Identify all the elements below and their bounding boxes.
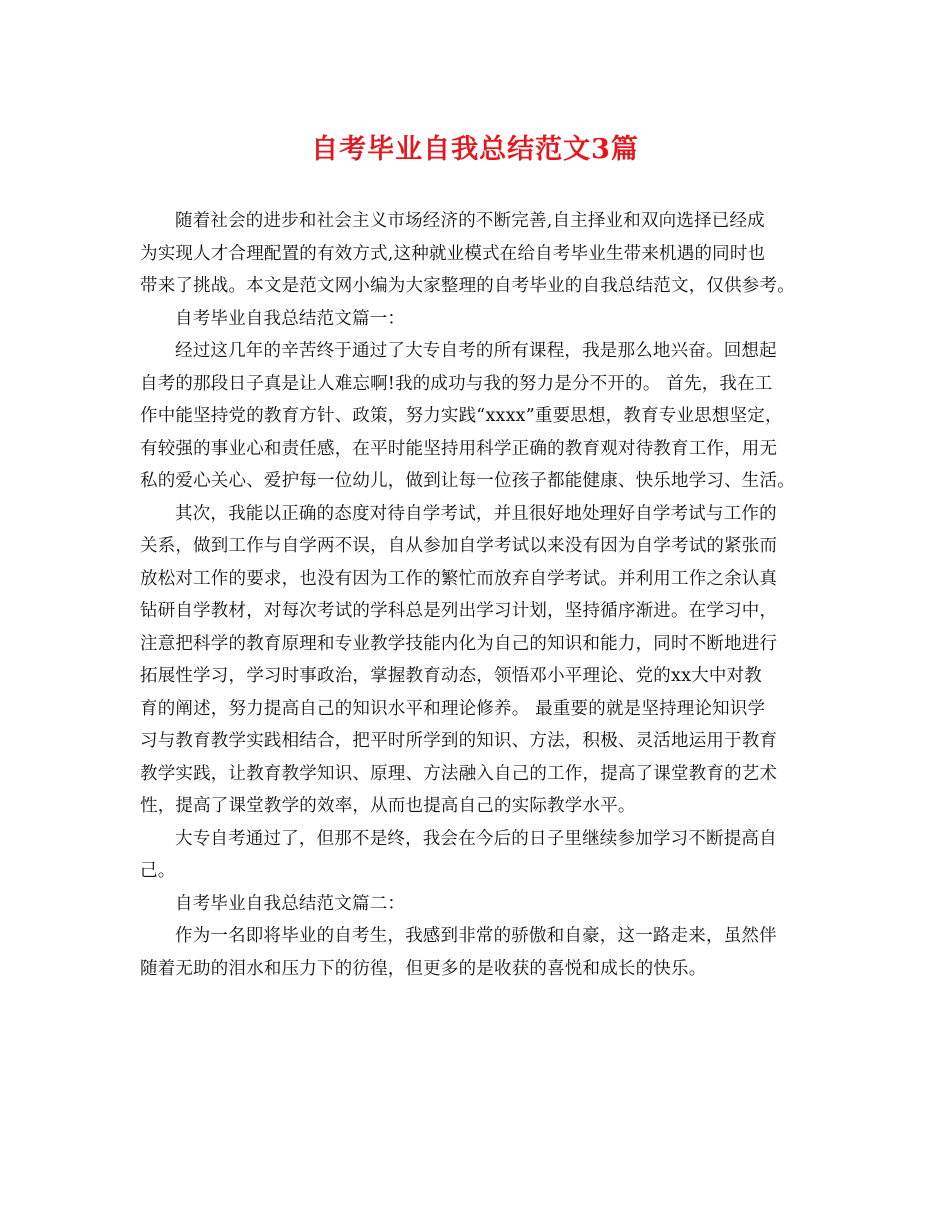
text-line: 自考的那段日子真是让人难忘啊!我的成功与我的努力是分不开的。 首先，我在工 [140, 373, 773, 394]
text-line: 自考毕业自我总结范文篇一： [175, 308, 406, 329]
text-line: 随着社会的进步和社会主义市场经济的不断完善,自主择业和双向选择已经成 [175, 211, 765, 231]
text-line: 注意把科学的教育原理和专业教学技能内化为自己的知识和能力，同时不断地进行 [140, 633, 778, 654]
text-line: 随着无助的泪水和压力下的彷徨，但更多的是收获的喜悦和成长的快乐。 [140, 958, 707, 979]
text-line: 带来了挑战。本文是范文网小编为大家整理的自考毕业的自我总结范文，仅供参考。 [140, 276, 795, 296]
document-title: 自考毕业自我总结范文3篇 [311, 134, 639, 165]
text-line: 其次，我能以正确的态度对待自学考试，并且很好地处理好自学考试与工作的 [175, 503, 777, 524]
text-line: 私的爱心关心、爱护每一位幼儿，做到让每一位孩子都能健康、快乐地学习、生活。 [140, 471, 795, 491]
text-line: 作中能坚持党的教育方针、政策，努力实践“xxxx”重要思想，教育专业思想坚定， [140, 406, 783, 426]
text-line: 放松对工作的要求，也没有因为工作的繁忙而放弃自学考试。并利用工作之余认真 [140, 568, 778, 589]
text-line: 习与教育教学实践相结合，把平时所学到的知识、方法，积极、灵活地运用于教育 [140, 731, 778, 751]
text-line: 关系，做到工作与自学两不误，自从参加自学考试以来没有因为自学考试的紧张而 [140, 536, 778, 556]
text-line: 己。 [140, 861, 176, 881]
text-line: 经过这几年的辛苦终于通过了大专自考的所有课程，我是那么地兴奋。回想起 [175, 341, 777, 361]
text-line: 为实现人才合理配置的有效方式,这种就业模式在给自考毕业生带来机遇的同时也 [140, 243, 766, 264]
text-line: 教学实践，让教育教学知识、原理、方法融入自己的工作，提高了课堂教育的艺术 [140, 763, 778, 784]
text-line: 钻研自学教材，对每次考试的学科总是列出学习计划，坚持循序渐进。在学习中， [140, 601, 778, 621]
text-line: 拓展性学习，学习时事政治，掌握教育动态，领悟邓小平理论、党的xx大中对教 [140, 666, 762, 686]
text-line: 大专自考通过了，但那不是终，我会在今后的日子里继续参加学习不断提高自 [175, 828, 777, 849]
text-line: 作为一名即将毕业的自考生，我感到非常的骄傲和自豪，这一路走来，虽然伴 [175, 926, 777, 946]
text-line: 育的阐述，努力提高自己的知识水平和理论修养。 最重要的就是坚持理论知识学 [140, 698, 766, 719]
text-line: 自考毕业自我总结范文篇二： [175, 893, 406, 914]
document-body [140, 205, 820, 985]
text-line: 性，提高了课堂教学的效率，从而也提高自己的实际教学水平。 [140, 796, 636, 816]
text-line: 有较强的事业心和责任感，在平时能坚持用科学正确的教育观对待教育工作，用无 [140, 438, 778, 459]
